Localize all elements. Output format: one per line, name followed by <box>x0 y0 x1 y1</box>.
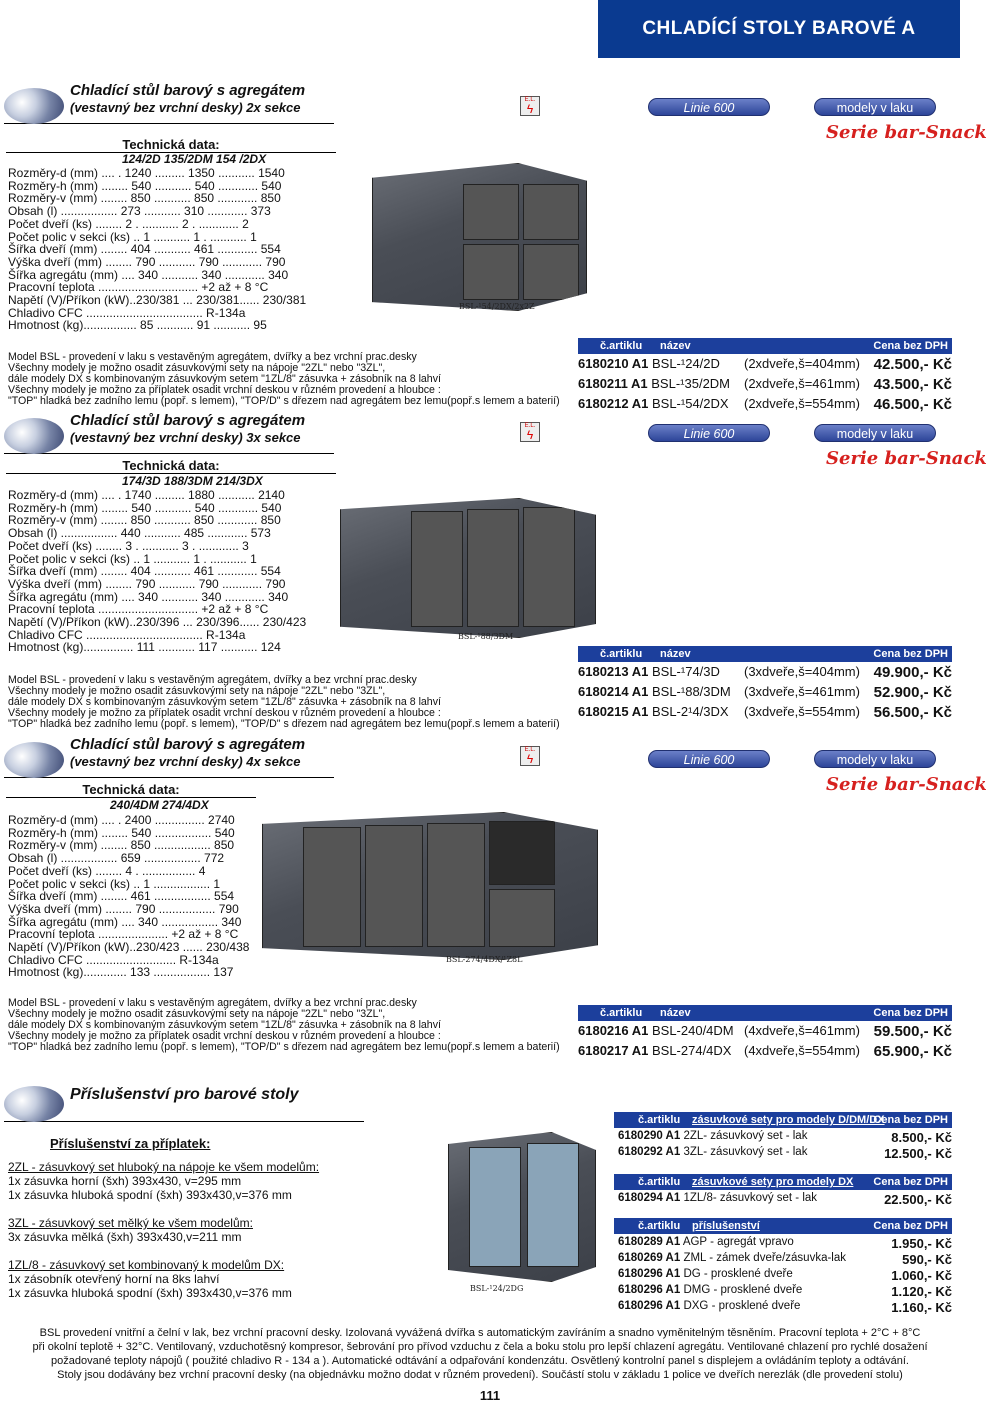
section-title-line2: (vestavný bez vrchní desky) 4x sekce <box>70 754 301 769</box>
serie-logo: Serie bar-Snack <box>826 122 987 143</box>
accessory-table-2-header: č.artiklu zásuvkové sety pro modely DX Cena bez DPH <box>614 1174 952 1190</box>
spec-table: Rozměry-d (mm) .... . 1740 ......... 1880 ........... 2140 Rozměry-h (mm) ........ 540 ........... 540 ............ 540 Rozměry-v (mm) ........ 850 ........... 850 ............ 850 Obsah (l) ................. 440 ........... 485 ............ 573 Počet dveří (ks) ........ 3 . ........... 3 . ............ 3 Počet polic v sekci (ks) .. 1 ........... 1 . ........... 1 Šířka dveří (mm) ........ 404 ........... 461 ............ 554 Výška dveří (mm) ........ 790 ........... 790 ............ 790 Šířka agregátu (mm) .... 340 ........... 340 ............ 340 Pracovní teplota .............................. +2 až + 8 °C Napětí (V)/Příkon (kW)..230/396 ... 230/396...... 230/423 Chladivo CFC ................................... R-134a Hmotnost (kg)............... 111 ........... 117 ........... 124 <box>8 488 307 655</box>
footer-line: Stoly jsou dodávány bez vrchní pracovní desky (na objednávku možno dodat v různém provedení). Součástí stolu v základu 1 police ve dveřích nerezlák (dle provedení stolu) <box>57 1369 903 1381</box>
price-table-header: č.artiklu název Cena bez DPH <box>578 338 952 354</box>
section-title-line2: (vestavný bez vrchní desky) 3x sekce <box>70 430 301 445</box>
block-line: 1x zásuvka horní (šxh) 393x430, v=295 mm <box>8 1174 242 1188</box>
desc-line: dále modely DX s kombinovaným zásuvkovým setem "1ZL/8" zásuvka + zásobník na 8 lahví <box>8 696 441 708</box>
price-row: 6180210 A1 BSL-¹24/2D (2xdveře,š=404mm) 42.500,- Kč <box>578 356 952 373</box>
tech-data-heading: Technická data: <box>6 782 256 798</box>
footer-line: při okolní teplotě + 32°C. Ventilovaný, vzduchotěsný kompresor, šebrování pro přívod vzduchu z čela a boku stolu pro lepší chlazení agregátu. Ventilované chlazení pro rychlé dosažení <box>32 1341 928 1353</box>
accessories-heading: Příslušenství pro barové stoly <box>70 1086 299 1103</box>
serie-logo: Serie bar-Snack <box>826 774 987 795</box>
desc-line: Všechny modely je možno za příplatek osadit vrchní deskou v různém provedení a hloubce : <box>8 1030 441 1042</box>
drawer <box>523 244 579 300</box>
price-list-2x <box>578 356 952 416</box>
tech-data-heading: Technická data: <box>6 137 336 153</box>
door <box>365 825 423 947</box>
electric-icon: E.L. ϟ <box>520 746 540 766</box>
drawer <box>523 184 579 240</box>
glass-door <box>469 1147 521 1267</box>
spec-columns: 174/3D 188/3DM 214/3DX <box>122 474 263 488</box>
block-head: 2ZL - zásuvkový set hluboký na nápoje ke všem modelům: <box>8 1160 320 1174</box>
serie-logo: Serie bar-Snack <box>826 448 987 469</box>
footer-line: požadované teploty nápojů ( použité chladivo R - 134 a ). Automatické odtávání a odpařování kondenzátu. Osvětlený kontrolní panel s displejem a ovládáním teploty a odtávání. <box>51 1355 909 1367</box>
desc-line: Všechny modely je možno osadit zásuvkovými sety na nápoje "2ZL" nebo "3ZL", <box>8 685 386 697</box>
lak-badge: modely v laku <box>814 98 936 116</box>
accessory-table-3 <box>618 1236 952 1316</box>
price-row: 6180212 A1 BSL-¹54/2DX (2xdveře,š=554mm) 46.500,- Kč <box>578 396 952 413</box>
acc-row: 6180292 A1 3ZL- zásuvkový set - lak 12.500,- Kč <box>618 1146 952 1161</box>
electric-icon: E.L. ϟ <box>520 96 540 116</box>
lak-badge: modely v laku <box>814 424 936 442</box>
desc-line: Model BSL - provedení v laku s vestavěným agregátem, dvířky a bez vrchní prac.desky <box>8 674 417 686</box>
footer-line: BSL provedení vnitřní a čelní v lak, bez vrchní pracovní desky. Izolovaná vyvážená dvířka s automatickým zavíráním a snadno vyměnitelným těsněním. Pracovní teplota + 2°C + 8°C <box>39 1327 921 1339</box>
line-600-badge: Linie 600 <box>648 98 770 116</box>
acc-row: 6180290 A1 2ZL- zásuvkový set - lak 8.500,- Kč <box>618 1130 952 1145</box>
product-image-4x <box>262 812 598 960</box>
price-table-header: č.artiklu název Cena bez DPH <box>578 1005 952 1021</box>
product-image-3x <box>340 498 596 638</box>
acc-row: 6180269 A1 ZML - zámek dveře/zásuvka-lak 590,- Kč <box>618 1252 952 1267</box>
section-title-line2: (vestavný bez vrchní desky) 2x sekce <box>70 100 301 115</box>
bottle-rack <box>489 821 555 885</box>
image-label: BSL-¹54/2DX/2x2Z <box>459 302 535 311</box>
glass-door <box>527 1143 579 1267</box>
accessories-title <box>4 1080 364 1122</box>
door <box>427 823 485 947</box>
page-header: CHLADÍCÍ STOLY BAROVÉ A VÝČEPNÍ <box>598 0 960 58</box>
door <box>467 509 519 627</box>
drawer <box>489 889 555 947</box>
spec-columns: 124/2D 135/2DM 154 /2DX <box>122 152 267 166</box>
block-line: 1x zásuvka hluboká spodní (šxh) 393x430,v=376 mm <box>8 1286 292 1300</box>
drawer <box>463 184 519 240</box>
price-row: 6180215 A1 BSL-2¹4/3DX (3xdveře,š=554mm) 56.500,- Kč <box>578 704 952 721</box>
section-description <box>8 998 560 1053</box>
price-list-4x <box>578 1023 952 1063</box>
spec-columns: 240/4DM 274/4DX <box>110 798 209 812</box>
price-list-3x <box>578 664 952 724</box>
accessory-table-3-header: č.artiklu příslušenství Cena bez DPH <box>614 1218 952 1234</box>
page-number: 111 <box>479 1388 501 1403</box>
footer-text <box>4 1326 956 1382</box>
section-description <box>8 352 560 407</box>
block-line: 1x zásuvka hluboká spodní (šxh) 393x430,v=376 mm <box>8 1188 292 1202</box>
image-label: BSL-¹88/3DM <box>458 632 514 641</box>
image-label: BSL-¹24/2DG <box>470 1284 524 1293</box>
section-description <box>8 675 560 730</box>
product-image-2x <box>372 163 587 311</box>
product-image-glass <box>448 1132 596 1282</box>
image-label: BSL-274/4DX/¹Z8L <box>446 955 523 964</box>
block-line: 1x zásobník otevřený horní na 8ks lahví <box>8 1272 220 1286</box>
desc-line: Všechny modely je možno osadit zásuvkovými sety na nápoje "2ZL" nebo "3ZL", <box>8 362 386 374</box>
tech-data-heading: Technická data: <box>6 458 336 474</box>
desc-line: Model BSL - provedení v laku s vestavěným agregátem, dvířky a bez vrchní prac.desky <box>8 997 417 1009</box>
spec-table: Rozměry-d (mm) .... . 2400 ............... 2740 Rozměry-h (mm) ........ 540 ................. 540 Rozměry-v (mm) ........ 850 ................. 850 Obsah (l) ................. 659 ................. 772 Počet dveří (ks) ........ 4 . ................ 4 Počet polic v sekci (ks) .. 1 ................. 1 Šířka dveří (mm) ........ 461 ................. 554 Výška dveří (mm) ........ 790 ................. 790 Šířka agregátu (mm) .... 340 ................. 340 Pracovní teplota ..................... +2 až + 8 °C Napětí (V)/Příkon (kW)..230/423 ...... 230/438 Chladivo CFC ........................... R-134a Hmotnost (kg)............. 133 ................. 137 <box>8 813 250 980</box>
drawer <box>463 244 519 300</box>
section-2-title <box>4 412 334 454</box>
section-3-title <box>4 736 334 778</box>
price-table-header: č.artiklu název Cena bez DPH <box>578 646 952 662</box>
surcharge-heading: Příslušenství za příplatek: <box>50 1136 211 1151</box>
block-head: 3ZL - zásuvkový set mělký ke všem modelům: <box>8 1216 253 1230</box>
surcharge-list <box>8 1160 319 1300</box>
desc-line: "TOP" hladká bez zadního lemu (popř. s lemem), "TOP/D" s dřezem nad agregátem bez lemu(popř.s lemem a baterií) <box>8 1041 560 1053</box>
acc-row: 6180294 A1 1ZL/8- zásuvkový set - lak 22.500,- Kč <box>618 1192 952 1207</box>
section-1-title <box>4 82 334 124</box>
section-title-line1: Chladící stůl barový s agregátem <box>70 412 306 429</box>
acc-row: 6180296 A1 DXG - prosklené dveře 1.160,- Kč <box>618 1300 952 1315</box>
spec-table: Rozměry-d (mm) .... . 1240 ......... 1350 ........... 1540 Rozměry-h (mm) ........ 540 ........... 540 ............ 540 Rozměry-v (mm) ........ 850 ........... 850 ............ 850 Obsah (l) ................. 273 ........... 310 ............ 373 Počet dveří (ks) ........ 2 . ........... 2 . ............ 2 Počet polic v sekci (ks) .. 1 ........... 1 . ........... 1 Šířka dveří (mm) ........ 404 ........... 461 ............ 554 Výška dveří (mm) ........ 790 ........... 790 ............ 790 Šířka agregátu (mm) .... 340 ........... 340 ............ 340 Pracovní teplota .............................. +2 až + 8 °C Napětí (V)/Příkon (kW)..230/381 ... 230/381...... 230/381 Chladivo CFC ................................... R-134a Hmotnost (kg)................ 85 ........... 91 ........... 95 <box>8 166 307 333</box>
acc-row: 6180296 A1 DMG - prosklené dveře 1.120,- Kč <box>618 1284 952 1299</box>
price-row: 6180217 A1 BSL-274/4DX (4xdveře,š=554mm) 65.900,- Kč <box>578 1043 952 1060</box>
desc-line: Všechny modely je možno osadit zásuvkovými sety na nápoje "2ZL" nebo "3ZL", <box>8 1008 386 1020</box>
price-row: 6180214 A1 BSL-¹88/3DM (3xdveře,š=461mm) 52.900,- Kč <box>578 684 952 701</box>
door <box>411 511 463 627</box>
accessory-table-2 <box>618 1192 952 1208</box>
block-line: 3x zásuvka mělká (šxh) 393x430,v=211 mm <box>8 1230 242 1244</box>
price-row: 6180211 A1 BSL-¹35/2DM (2xdveře,š=461mm) 43.500,- Kč <box>578 376 952 393</box>
price-row: 6180213 A1 BSL-¹74/3D (3xdveře,š=404mm) 49.900,- Kč <box>578 664 952 681</box>
desc-line: "TOP" hladká bez zadního lemu (popř. s lemem), "TOP/D" s dřezem nad agregátem bez lemu(popř.s lemem a baterií) <box>8 395 560 407</box>
desc-line: "TOP" hladká bez zadního lemu (popř. s lemem), "TOP/D" s dřezem nad agregátem bez lemu(popř.s lemem a baterií) <box>8 718 560 730</box>
line-600-badge: Linie 600 <box>648 424 770 442</box>
decor-ball <box>4 418 64 454</box>
desc-line: Všechny modely je možno za příplatek osadit vrchní deskou v různém provedení a hloubce : <box>8 384 441 396</box>
decor-ball <box>4 88 64 124</box>
desc-line: Model BSL - provedení v laku s vestavěným agregátem, dvířky a bez vrchní prac.desky <box>8 351 417 363</box>
electric-icon: E.L. ϟ <box>520 422 540 442</box>
section-title-line1: Chladící stůl barový s agregátem <box>70 736 306 753</box>
desc-line: Všechny modely je možno za příplatek osadit vrchní deskou v různém provedení a hloubce : <box>8 707 441 719</box>
lak-badge: modely v laku <box>814 750 936 768</box>
price-row: 6180216 A1 BSL-240/4DM (4xdveře,š=461mm) 59.500,- Kč <box>578 1023 952 1040</box>
door <box>523 507 575 627</box>
decor-ball <box>4 742 64 778</box>
accessory-table-1-header: č.artiklu zásuvkové sety pro modely D/DM/DX Cena bez DPH <box>614 1112 952 1128</box>
section-title-line1: Chladící stůl barový s agregátem <box>70 82 306 99</box>
acc-row: 6180289 A1 AGP - agregát vpravo 1.950,- Kč <box>618 1236 952 1251</box>
acc-row: 6180296 A1 DG - prosklené dveře 1.060,- Kč <box>618 1268 952 1283</box>
line-600-badge: Linie 600 <box>648 750 770 768</box>
decor-ball <box>4 1086 64 1122</box>
desc-line: dále modely DX s kombinovaným zásuvkovým setem "1ZL/8" zásuvka + zásobník na 8 lahví <box>8 373 441 385</box>
desc-line: dále modely DX s kombinovaným zásuvkovým setem "1ZL/8" zásuvka + zásobník na 8 lahví <box>8 1019 441 1031</box>
door <box>303 827 361 947</box>
accessory-table-1 <box>618 1130 952 1162</box>
block-head: 1ZL/8 - zásuvkový set kombinovaný k modelům DX: <box>8 1258 285 1272</box>
